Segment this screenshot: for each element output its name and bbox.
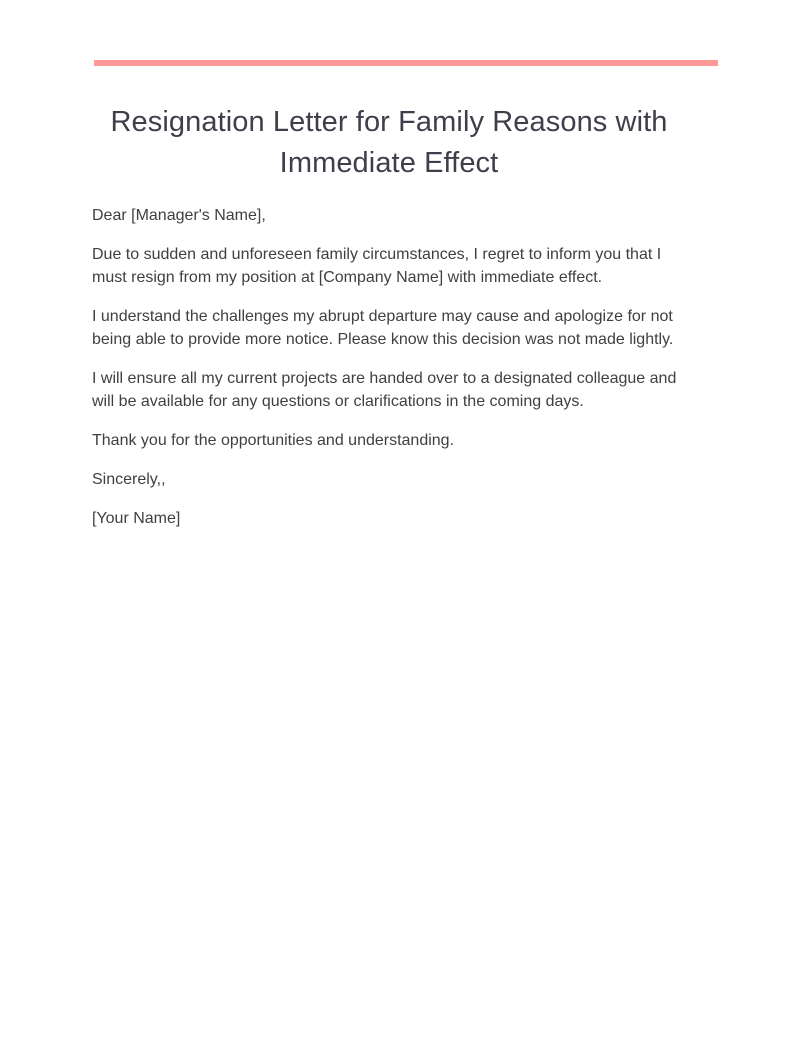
closing: Sincerely,, bbox=[92, 471, 166, 488]
body-paragraph: Thank you for the opportunities and understanding. bbox=[92, 432, 455, 449]
document-title: Resignation Letter for Family Reasons with Immediate Effect bbox=[110, 106, 668, 179]
header-accent-bar bbox=[94, 60, 718, 66]
body-paragraph: I understand the challenges my abrupt departure may cause and apologize for not being able to provide more notice. Please know this decision was not made lightly. bbox=[92, 308, 674, 348]
letter-body bbox=[92, 204, 692, 546]
body-paragraph: Due to sudden and unforeseen family circumstances, I regret to inform you that I must resign from my position at [Company Name] with immediate effect. bbox=[92, 246, 662, 286]
body-paragraph: I will ensure all my current projects are handed over to a designated colleague and will be available for any questions or clarifications in the coming days. bbox=[92, 370, 677, 410]
signature: [Your Name] bbox=[92, 510, 181, 527]
salutation: Dear [Manager's Name], bbox=[92, 207, 266, 224]
